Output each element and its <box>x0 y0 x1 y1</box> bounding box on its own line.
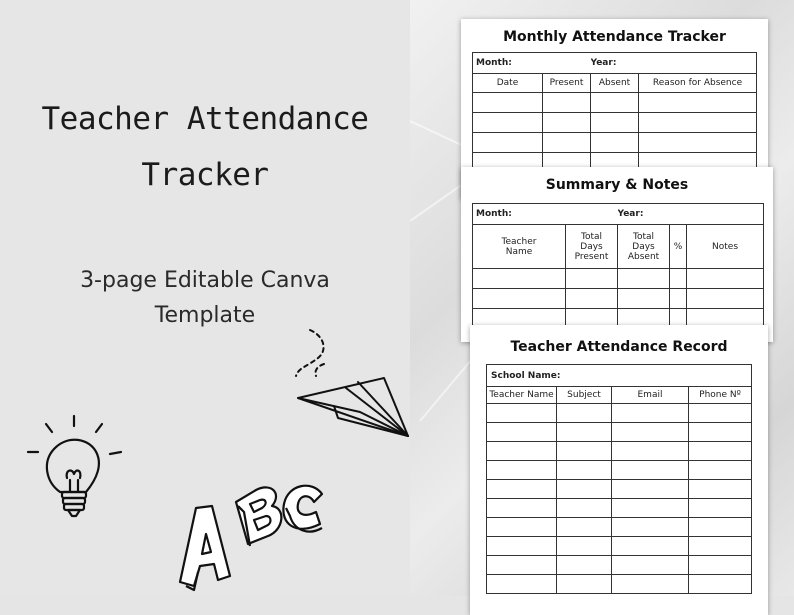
table-row <box>473 289 764 309</box>
page1-month-label: Month: <box>473 53 591 74</box>
subtitle-line2: Template <box>154 303 256 328</box>
page1-col-present: Present <box>543 74 591 93</box>
page3-col-phone: Phone Nº <box>689 387 752 404</box>
table-row <box>487 461 752 480</box>
page3-school-label: School Name: <box>487 365 752 387</box>
page2-year-label: Year: <box>618 204 764 225</box>
template-page-attendance-record <box>470 325 768 615</box>
template-page-summary-notes <box>461 167 773 342</box>
page1-year-label: Year: <box>591 53 757 74</box>
table-row <box>487 537 752 556</box>
page2-col-percent: % <box>670 225 687 269</box>
page3-col-subject: Subject <box>557 387 612 404</box>
paper-plane-icon <box>288 326 412 440</box>
page3-col-email: Email <box>612 387 689 404</box>
page2-col-notes: Notes <box>687 225 764 269</box>
main-title-line1: Teacher Attendance <box>41 101 369 137</box>
table-row <box>487 556 752 575</box>
table-row <box>487 442 752 461</box>
table-row <box>473 269 764 289</box>
page2-month-label: Month: <box>473 204 618 225</box>
table-row <box>487 499 752 518</box>
table-row <box>473 113 757 133</box>
table-row <box>487 480 752 499</box>
page2-col-total-present: Total Days Present <box>566 225 618 269</box>
abc-letters-icon <box>172 472 332 596</box>
lightbulb-icon <box>24 412 128 524</box>
page2-col-total-absent: Total Days Absent <box>618 225 670 269</box>
table-row <box>487 575 752 594</box>
table-row <box>473 93 757 113</box>
table-row <box>487 423 752 442</box>
page1-col-reason: Reason for Absence <box>639 74 757 93</box>
page2-title: Summary & Notes <box>545 177 689 193</box>
page1-col-date: Date <box>473 74 543 93</box>
page1-col-absent: Absent <box>591 74 639 93</box>
page2-col-teacher-name: Teacher Name <box>473 225 566 269</box>
table-row <box>473 133 757 153</box>
subtitle-line1: 3-page Editable Canva <box>80 268 330 293</box>
page3-col-teacher-name: Teacher Name <box>487 387 557 404</box>
page3-title: Teacher Attendance Record <box>510 339 728 355</box>
main-title-line2: Tracker <box>141 157 269 193</box>
page2-table <box>472 203 764 329</box>
table-row <box>487 404 752 423</box>
page1-title: Monthly Attendance Tracker <box>503 29 726 45</box>
page3-table <box>486 364 752 594</box>
table-row <box>487 518 752 537</box>
page1-table <box>472 52 757 173</box>
